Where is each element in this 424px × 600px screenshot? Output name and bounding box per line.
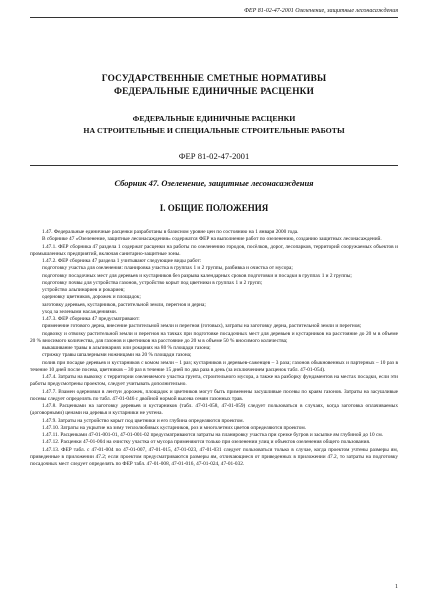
sub-heading-line-1: ФЕДЕРАЛЬНЫЕ ЕДИНИЧНЫЕ РАСЦЕНКИ xyxy=(132,114,296,123)
header-rule xyxy=(30,17,398,18)
sub-heading-line-2: НА СТРОИТЕЛЬНЫЕ И СПЕЦИАЛЬНЫЕ СТРОИТЕЛЬНЫЕ РАБОТЫ xyxy=(83,126,345,135)
paragraph: стрижку травы шпалерными ножницами на 20 % площади газона; xyxy=(42,352,192,359)
paragraph: одерновку цветников, дорожек и площадок; xyxy=(42,294,141,301)
paragraph: устройство альпинариев и рокариев; xyxy=(42,287,125,293)
section-title: I. ОБЩИЕ ПОЛОЖЕНИЯ xyxy=(159,203,269,213)
paragraph: уход за зелеными насаждениями. xyxy=(42,308,117,315)
code-rule xyxy=(30,165,398,166)
paragraph: 1.47.13. ФЕР табл. с 47-01-004 по 47-01-007, 47-01-015, 47-01-023, 47-01-031 следует пользоваться только в случае, когда проектом учтены размеры ям, приведенные в приложении 47.2; если проектом предусматриваются размеры ям, отличающиеся от приведенных в приложении 47.2, то затраты на подготовку посадочных мест следует определять по ФЕР табл. 47-01-008, 47-01-016, 47-01-024, 47-01-032. xyxy=(30,446,398,467)
document-code: ФЕР 81-02-47-2001 xyxy=(178,151,250,161)
paragraph: 1.47.2. ФЕР сборника 47 раздела 1 учитывают следующие виды работ: xyxy=(42,258,202,264)
running-head: ФЕР 81-02-47-2001 Озеленение, защитные лесонасаждения xyxy=(244,8,398,14)
paragraph: полив при посадке деревьев и кустарников с комом земли – 1 раз; кустарников и деревьев-саженцев – 3 раза; газонов обыкновенных и партерных – 10 раз в течение 10 дней после посева, цветников – 30 раз в течение 15 дней по два раза в день (за исключением расценок табл. 47-01-054). xyxy=(30,359,398,373)
paragraph: 1.47.8. Расценками на заготовку деревьев и кустарников (табл. 47-01-058, 47-01-059) следует пользоваться в случаях, когда заготовка оплачиваемых (договорными) ценами на деревья и кустарники не учтена. xyxy=(30,403,398,417)
paragraph: 1.47.3. ФЕР сборника 47 предусматривают: xyxy=(42,316,140,322)
main-heading-line-2: ФЕДЕРАЛЬНЫЕ ЕДИНИЧНЫЕ РАСЦЕНКИ xyxy=(113,87,315,97)
paragraph: 1.47. Федеральные единичные расценки разработаны в базисном уровне цен по состоянию на 1 января 2000 года. xyxy=(42,229,299,235)
main-heading-line-1: ГОСУДАРСТВЕННЫЕ СМЕТНЫЕ НОРМАТИВЫ xyxy=(101,74,327,84)
paragraph: применение готового дерна, внесение растительной земли и перегноя (готовых), затраты на заготовку дерна, растительной земли и перегноя; xyxy=(42,323,362,330)
paragraph: выкашивание травы в альпинариях или рокариях на 80 % площади газона; xyxy=(42,345,211,351)
paragraph: В сборнике 47 «Озеленение, защитные лесонасаждения» содержатся ФЕР на выполнение работ по озеленению, созданию защитных лесонасаждений. xyxy=(42,236,382,243)
paragraph: заготовку деревьев, кустарников, растительной земли, перегноя и дерна; xyxy=(42,301,206,308)
paragraph: 1.47.9. Затраты на устройство корыт под цветники и его глубина определяются проектом. xyxy=(42,417,244,424)
collection-title: Сборник 47. Озеленение, защитные лесонасаждения xyxy=(114,178,314,188)
paragraph: 1.47.10. Затраты на укрытие на зиму теплолюбивых кустарников, роз и многолетних цветов определяются проектом. xyxy=(42,424,306,431)
body-text xyxy=(30,229,398,468)
paragraph: 1.47.7. Взамен одерновки в лентуи дорожек, площадок и цветников могут быть применены засушливые посевы по краям газонов. Затраты на засушливые посевы следует определять по табл. 47-01-046 с двойной нормой высева семян газонных трав. xyxy=(30,388,398,402)
paragraph: подготовку участка для озеленения: планировка участка в группах 1 и 2 группы, разбивка и очистка от мусора; xyxy=(42,265,293,272)
paragraph: 1.47.4. Затраты на вывозку с территории озеленяемого участка грунта, строительного мусора, а также на разборку фундаментов на местах посадки, если эти работы предусмотрены проектом, следует учитывать дополнительно. xyxy=(30,374,398,388)
paragraph: 1.47.11. Расценками 47-01-001-01, 47-01-001-02 предусматриваются затраты на планировку участка при срезке бугров и засыпке ям глубиной до 10 см. xyxy=(42,432,384,438)
paragraph: подготовку почвы для устройства газонов, устройство корыт под цветники в группах 1 и 2 групп; xyxy=(42,279,263,286)
paragraph: 1.47.1. ФЕР сборника 47 раздела 1 содержат расценки на работы по озеленению городов, посёлков, дорог, лесопарков, территорий сооружаемых объектов и промышленных предприятий, включая санитарно-защитные зоны. xyxy=(30,243,398,257)
paragraph: подготовку посадочных мест для деревьев и кустарников без разрыва календарных сроков подготовки и посадки в группах 1 и 2 группы; xyxy=(42,272,352,279)
page-number: 1 xyxy=(395,584,398,590)
paragraph: подвозку и отвозку растительной земли и перегноя на тачках при подготовке посадочных мест для деревьев и кустарников на расстояние до 20 м в объеме 20 % вносимого количества, для газонов и цветников на расстояние до 20 м в объеме 50 % вносимого количества; xyxy=(30,330,398,344)
paragraph: 1.47.12. Расценки 47-01-004 на очистку участка от мусора применяются только при озеленении улиц и объектов озеленения общего пользования. xyxy=(42,439,371,446)
